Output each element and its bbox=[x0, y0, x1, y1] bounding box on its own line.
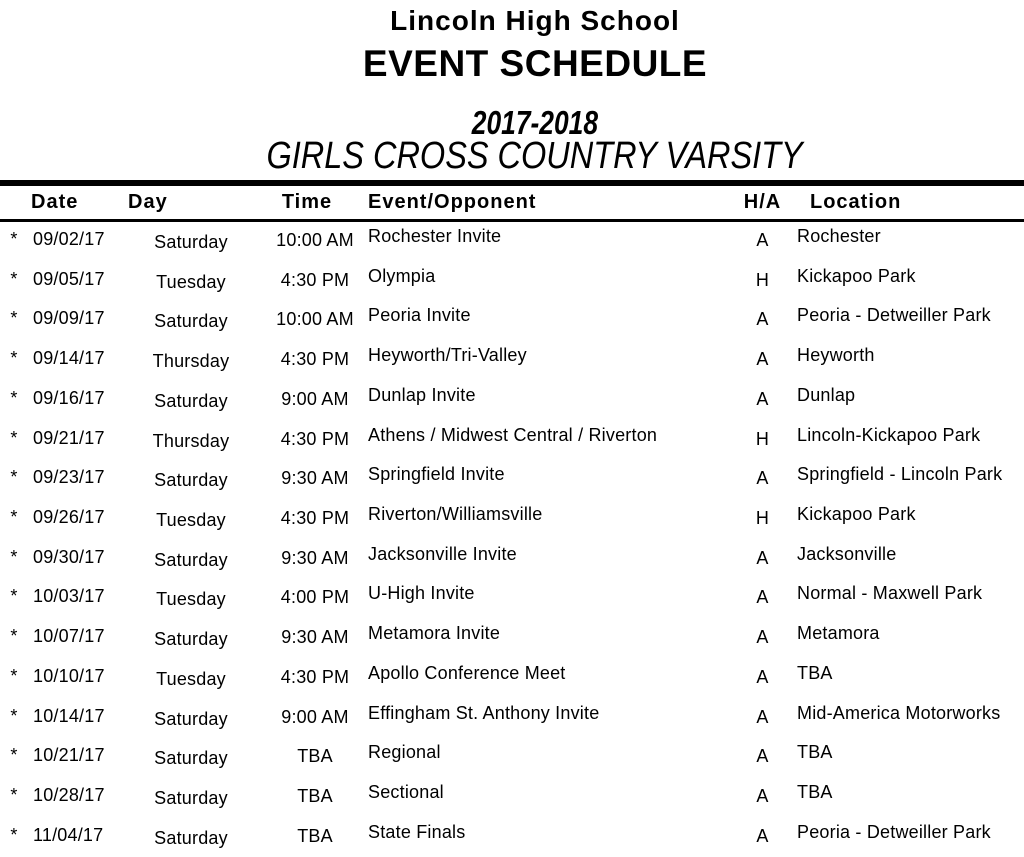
row-flag: * bbox=[10, 268, 18, 289]
event-location: Peoria - Detweiller Park bbox=[797, 821, 991, 842]
home-away: H bbox=[755, 428, 770, 449]
event-time: 9:00 AM bbox=[281, 706, 349, 727]
event-day: Saturday bbox=[154, 708, 228, 729]
event-date: 09/23/17 bbox=[33, 467, 105, 488]
row-flag: * bbox=[10, 665, 18, 686]
row-flag: * bbox=[10, 507, 18, 528]
schedule-table-body bbox=[0, 222, 1024, 857]
event-time: 4:30 PM bbox=[280, 349, 350, 370]
event-time: TBA bbox=[297, 825, 333, 846]
column-header-ha: H/A bbox=[743, 191, 782, 213]
table-header bbox=[0, 186, 1024, 219]
event-date: 09/05/17 bbox=[33, 268, 105, 289]
event-location: Peoria - Detweiller Park bbox=[797, 305, 991, 326]
row-flag: * bbox=[10, 348, 18, 369]
event-day: Saturday bbox=[154, 470, 228, 491]
column-header-day: Day bbox=[128, 191, 168, 213]
event-opponent: Dunlap Invite bbox=[368, 384, 476, 405]
row-flag: * bbox=[10, 229, 18, 249]
home-away: A bbox=[756, 230, 769, 250]
event-opponent: Peoria Invite bbox=[368, 305, 471, 326]
row-flag: * bbox=[10, 387, 18, 408]
event-location: Metamora bbox=[797, 623, 880, 644]
event-opponent: Effingham St. Anthony Invite bbox=[368, 702, 600, 723]
event-time: 4:00 PM bbox=[280, 587, 350, 608]
event-date: 09/14/17 bbox=[33, 348, 105, 369]
event-opponent: Springfield Invite bbox=[368, 464, 505, 485]
event-day: Saturday bbox=[154, 311, 228, 332]
event-location: TBA bbox=[797, 782, 833, 803]
event-date: 10/28/17 bbox=[33, 785, 105, 806]
event-opponent: State Finals bbox=[368, 821, 466, 842]
column-header-location: Location bbox=[810, 191, 902, 213]
table-row bbox=[0, 818, 1024, 857]
event-opponent: Regional bbox=[368, 742, 441, 763]
event-day: Saturday bbox=[154, 748, 228, 769]
event-day: Thursday bbox=[152, 351, 230, 372]
event-opponent: Heyworth/Tri-Valley bbox=[368, 345, 527, 366]
event-location: Lincoln-Kickapoo Park bbox=[797, 424, 981, 445]
document-title-text: EVENT SCHEDULE bbox=[362, 43, 708, 84]
home-away: A bbox=[756, 666, 769, 687]
event-date: 10/21/17 bbox=[33, 745, 105, 766]
event-location: Normal - Maxwell Park bbox=[797, 583, 983, 604]
home-away: A bbox=[756, 786, 769, 807]
event-date: 09/09/17 bbox=[33, 308, 105, 329]
home-away: A bbox=[756, 746, 769, 767]
event-opponent: Sectional bbox=[368, 782, 444, 803]
column-header-time: Time bbox=[281, 191, 333, 213]
school-name bbox=[46, 4, 1024, 38]
event-time: 4:30 PM bbox=[280, 666, 350, 687]
event-opponent: Metamora Invite bbox=[368, 623, 501, 644]
document-title bbox=[46, 44, 1024, 84]
event-time: 9:00 AM bbox=[281, 388, 349, 409]
event-date: 10/07/17 bbox=[33, 626, 105, 647]
event-location: Kickapoo Park bbox=[797, 504, 916, 525]
event-location: Rochester bbox=[797, 226, 881, 246]
event-day: Saturday bbox=[154, 549, 228, 570]
row-flag: * bbox=[10, 785, 18, 806]
row-flag: * bbox=[10, 467, 18, 488]
row-flag: * bbox=[10, 546, 18, 567]
event-date: 09/21/17 bbox=[33, 427, 105, 448]
home-away: A bbox=[756, 627, 769, 648]
event-date: 10/14/17 bbox=[33, 705, 105, 726]
event-date: 09/02/17 bbox=[33, 229, 105, 249]
row-flag: * bbox=[10, 745, 18, 766]
event-location: Dunlap bbox=[797, 384, 856, 405]
event-time: 4:30 PM bbox=[280, 428, 350, 449]
event-time: 4:30 PM bbox=[280, 269, 350, 290]
event-day: Thursday bbox=[152, 430, 230, 451]
event-day: Saturday bbox=[154, 390, 228, 411]
home-away: A bbox=[756, 587, 769, 608]
event-day: Saturday bbox=[154, 788, 228, 809]
row-flag: * bbox=[10, 626, 18, 647]
event-time: 9:30 AM bbox=[281, 468, 349, 489]
event-time: 9:30 AM bbox=[281, 627, 349, 648]
row-flag: * bbox=[10, 586, 18, 607]
row-flag: * bbox=[10, 427, 18, 448]
event-opponent: U-High Invite bbox=[368, 583, 475, 604]
row-flag: * bbox=[10, 308, 18, 329]
event-day: Saturday bbox=[154, 629, 228, 650]
column-header-flag bbox=[0, 186, 28, 219]
school-name-text: Lincoln High School bbox=[390, 5, 680, 36]
event-day: Tuesday bbox=[156, 668, 226, 689]
event-time: 9:30 AM bbox=[281, 547, 349, 568]
event-day: Tuesday bbox=[156, 510, 226, 531]
event-location: Springfield - Lincoln Park bbox=[797, 464, 1003, 485]
event-date: 09/16/17 bbox=[33, 387, 105, 408]
home-away: H bbox=[755, 508, 770, 529]
event-day: Saturday bbox=[154, 232, 228, 252]
event-time: 4:30 PM bbox=[280, 508, 350, 529]
event-time: TBA bbox=[297, 746, 333, 767]
row-flag: * bbox=[10, 705, 18, 726]
event-time: 10:00 AM bbox=[276, 309, 354, 330]
event-date: 09/30/17 bbox=[33, 546, 105, 567]
event-time: TBA bbox=[297, 786, 333, 807]
event-date: 10/03/17 bbox=[33, 586, 105, 607]
event-opponent: Rochester Invite bbox=[368, 226, 502, 246]
event-location: Heyworth bbox=[797, 345, 875, 366]
event-location: Jacksonville bbox=[797, 543, 897, 564]
event-opponent: Apollo Conference Meet bbox=[368, 662, 566, 683]
home-away: A bbox=[756, 309, 769, 330]
event-time: 10:00 AM bbox=[276, 230, 354, 250]
event-location: Mid-America Motorworks bbox=[797, 702, 1001, 723]
row-flag: * bbox=[10, 824, 18, 845]
team-label bbox=[46, 136, 1024, 176]
event-date: 11/04/17 bbox=[33, 824, 104, 845]
event-opponent: Olympia bbox=[368, 265, 436, 286]
home-away: A bbox=[756, 825, 769, 846]
home-away: H bbox=[755, 269, 770, 290]
event-opponent: Riverton/Williamsville bbox=[368, 504, 543, 525]
home-away: A bbox=[756, 706, 769, 727]
event-location: Kickapoo Park bbox=[797, 265, 916, 286]
home-away: A bbox=[756, 547, 769, 568]
team-text: GIRLS CROSS COUNTRY VARSITY bbox=[266, 135, 804, 177]
event-location: TBA bbox=[797, 662, 833, 683]
event-date: 10/10/17 bbox=[33, 665, 105, 686]
event-date: 09/26/17 bbox=[33, 507, 105, 528]
home-away: A bbox=[756, 349, 769, 370]
season-text: 2017-2018 bbox=[471, 104, 599, 141]
event-opponent: Jacksonville Invite bbox=[368, 543, 517, 564]
event-opponent: Athens / Midwest Central / Riverton bbox=[368, 424, 658, 445]
event-location: TBA bbox=[797, 742, 833, 763]
home-away: A bbox=[756, 388, 769, 409]
event-day: Saturday bbox=[154, 827, 228, 848]
event-day: Tuesday bbox=[156, 589, 226, 610]
event-day: Tuesday bbox=[156, 271, 226, 292]
column-header-date: Date bbox=[31, 191, 79, 213]
column-header-event: Event/Opponent bbox=[368, 191, 537, 213]
home-away: A bbox=[756, 468, 769, 489]
